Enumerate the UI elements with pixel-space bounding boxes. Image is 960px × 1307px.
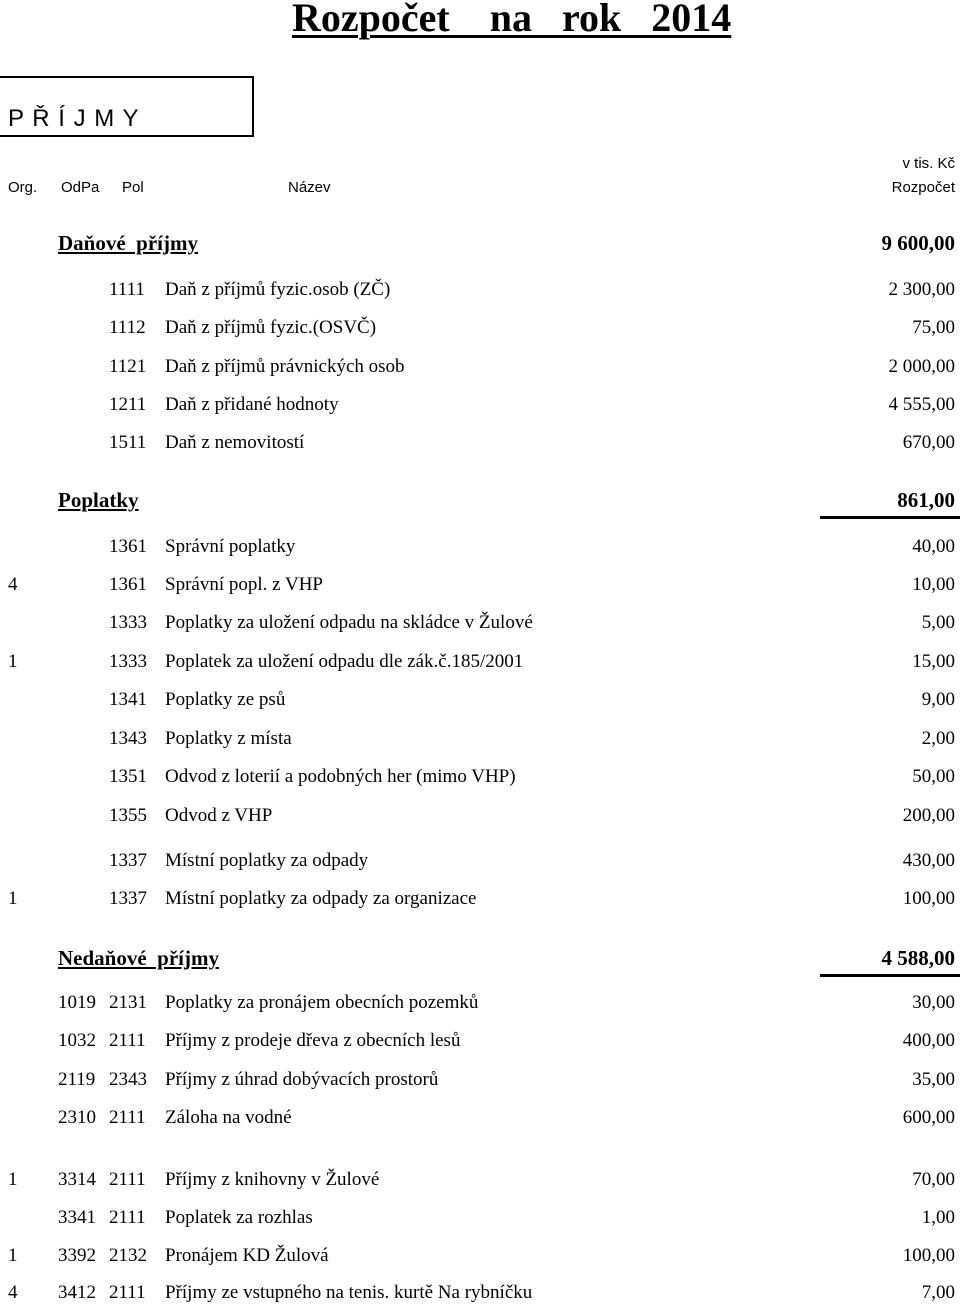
total-underline xyxy=(820,974,960,977)
pol-cell: 1333 xyxy=(109,651,147,672)
name-cell: Poplatky za uložení odpadu na skládce v Žulové xyxy=(165,612,533,633)
pol-cell: 1112 xyxy=(109,317,146,338)
table-row xyxy=(0,317,960,341)
name-cell: Poplatky za pronájem obecních pozemků xyxy=(165,992,479,1013)
odpa-cell: 3314 xyxy=(58,1169,96,1190)
name-cell: Místní poplatky za odpady za organizace xyxy=(165,888,477,909)
amount-cell: 5,00 xyxy=(921,612,955,633)
amount-cell: 400,00 xyxy=(902,1030,955,1051)
name-cell: Příjmy z knihovny v Žulové xyxy=(165,1169,380,1190)
table-row xyxy=(0,805,960,829)
amount-cell: 7,00 xyxy=(921,1282,955,1303)
name-cell: Záloha na vodné xyxy=(165,1107,292,1128)
amount-cell: 15,00 xyxy=(912,651,955,672)
name-cell: Daň z nemovitostí xyxy=(165,432,305,453)
amount-cell: 35,00 xyxy=(912,1069,955,1090)
pol-cell: 1511 xyxy=(109,432,147,453)
odpa-cell: 3412 xyxy=(58,1282,96,1303)
name-cell: Poplatky z místa xyxy=(165,728,292,749)
amount-cell: 75,00 xyxy=(912,317,955,338)
amount-cell: 9,00 xyxy=(921,689,955,710)
section-title: P Ř Í J M Y xyxy=(8,105,140,132)
amount-cell: 670,00 xyxy=(902,432,955,453)
column-header-pol: Pol xyxy=(122,179,144,196)
org-cell: 4 xyxy=(8,1282,18,1303)
table-row xyxy=(0,888,960,912)
odpa-cell: 1032 xyxy=(58,1030,96,1051)
column-header-org: Org. xyxy=(8,179,38,196)
org-cell: 1 xyxy=(8,1169,18,1190)
page-title: Rozpočet na rok 2014 xyxy=(292,0,732,40)
table-row xyxy=(0,1107,960,1131)
group-header xyxy=(0,231,960,259)
amount-cell: 2,00 xyxy=(921,728,955,749)
pol-cell: 1361 xyxy=(109,574,147,595)
table-row xyxy=(0,728,960,752)
name-cell: Poplatek za uložení odpadu dle zák.č.185/2001 xyxy=(165,651,524,672)
group-total: 4 588,00 xyxy=(881,946,955,970)
name-cell: Pronájem KD Žulová xyxy=(165,1245,329,1266)
table-row xyxy=(0,766,960,790)
group-header xyxy=(0,488,960,516)
odpa-cell: 2310 xyxy=(58,1107,96,1128)
column-header-name: Název xyxy=(288,179,331,196)
name-cell: Daň z příjmů fyzic.osob (ZČ) xyxy=(165,279,391,300)
amount-cell: 30,00 xyxy=(912,992,955,1013)
name-cell: Správní poplatky xyxy=(165,536,296,557)
group-title: Nedaňové příjmy xyxy=(58,946,219,970)
name-cell: Správní popl. z VHP xyxy=(165,574,323,595)
odpa-cell: 3392 xyxy=(58,1245,96,1266)
pol-cell: 1337 xyxy=(109,850,147,871)
group-header xyxy=(0,946,960,974)
name-cell: Příjmy z prodeje dřeva z obecních lesů xyxy=(165,1030,461,1051)
amount-cell: 600,00 xyxy=(902,1107,955,1128)
pol-cell: 1211 xyxy=(109,394,147,415)
pol-cell: 2111 xyxy=(109,1282,146,1303)
amount-cell: 430,00 xyxy=(902,850,955,871)
table-row xyxy=(0,356,960,380)
name-cell: Odvod z VHP xyxy=(165,805,273,826)
group-title: Poplatky xyxy=(58,488,139,512)
pol-cell: 2111 xyxy=(109,1030,146,1051)
amount-cell: 4 555,00 xyxy=(888,394,955,415)
amount-cell: 40,00 xyxy=(912,536,955,557)
odpa-cell: 2119 xyxy=(58,1069,96,1090)
name-cell: Příjmy z úhrad dobývacích prostorů xyxy=(165,1069,439,1090)
name-cell: Poplatek za rozhlas xyxy=(165,1207,313,1228)
table-row xyxy=(0,992,960,1016)
pol-cell: 2131 xyxy=(109,992,147,1013)
org-cell: 1 xyxy=(8,1245,18,1266)
total-underline xyxy=(820,516,960,519)
amount-cell: 2 300,00 xyxy=(888,279,955,300)
odpa-cell: 3341 xyxy=(58,1207,96,1228)
pol-cell: 1343 xyxy=(109,728,147,749)
odpa-cell: 1019 xyxy=(58,992,96,1013)
amount-cell: 50,00 xyxy=(912,766,955,787)
table-row xyxy=(0,689,960,713)
pol-cell: 2111 xyxy=(109,1169,146,1190)
amount-cell: 10,00 xyxy=(912,574,955,595)
amount-cell: 70,00 xyxy=(912,1169,955,1190)
table-row xyxy=(0,432,960,456)
table-row xyxy=(0,1207,960,1231)
pol-cell: 1361 xyxy=(109,536,147,557)
table-row xyxy=(0,1282,960,1306)
pol-cell: 1333 xyxy=(109,612,147,633)
amount-cell: 1,00 xyxy=(921,1207,955,1228)
pol-cell: 1355 xyxy=(109,805,147,826)
table-row xyxy=(0,536,960,560)
name-cell: Příjmy ze vstupného na tenis. kurtě Na rybníčku xyxy=(165,1282,533,1303)
table-row xyxy=(0,612,960,636)
org-cell: 1 xyxy=(8,888,18,909)
org-cell: 1 xyxy=(8,651,18,672)
pol-cell: 1111 xyxy=(109,279,145,300)
table-row xyxy=(0,1069,960,1093)
name-cell: Daň z příjmů právnických osob xyxy=(165,356,405,377)
table-row xyxy=(0,394,960,418)
name-cell: Daň z přidané hodnoty xyxy=(165,394,339,415)
amount-cell: 2 000,00 xyxy=(888,356,955,377)
table-row xyxy=(0,1169,960,1193)
pol-cell: 1341 xyxy=(109,689,147,710)
name-cell: Poplatky ze psů xyxy=(165,689,286,710)
amount-cell: 100,00 xyxy=(902,1245,955,1266)
table-row xyxy=(0,1030,960,1054)
name-cell: Místní poplatky za odpady xyxy=(165,850,369,871)
group-title: Daňové příjmy xyxy=(58,231,198,255)
group-total: 861,00 xyxy=(897,488,955,512)
column-header-amount: Rozpočet xyxy=(891,179,955,196)
pol-cell: 1121 xyxy=(109,356,147,377)
amount-cell: 200,00 xyxy=(902,805,955,826)
table-row xyxy=(0,574,960,598)
pol-cell: 2111 xyxy=(109,1107,146,1128)
pol-cell: 2132 xyxy=(109,1245,147,1266)
name-cell: Daň z příjmů fyzic.(OSVČ) xyxy=(165,317,377,338)
table-row xyxy=(0,1245,960,1269)
pol-cell: 2343 xyxy=(109,1069,147,1090)
unit-label: v tis. Kč xyxy=(902,155,955,172)
table-row xyxy=(0,651,960,675)
pol-cell: 2111 xyxy=(109,1207,146,1228)
pol-cell: 1337 xyxy=(109,888,147,909)
table-row xyxy=(0,850,960,874)
org-cell: 4 xyxy=(8,574,18,595)
pol-cell: 1351 xyxy=(109,766,147,787)
amount-cell: 100,00 xyxy=(902,888,955,909)
column-header-odpa: OdPa xyxy=(61,179,100,196)
table-row xyxy=(0,279,960,303)
name-cell: Odvod z loterií a podobných her (mimo VHP) xyxy=(165,766,516,787)
group-total: 9 600,00 xyxy=(881,231,955,255)
